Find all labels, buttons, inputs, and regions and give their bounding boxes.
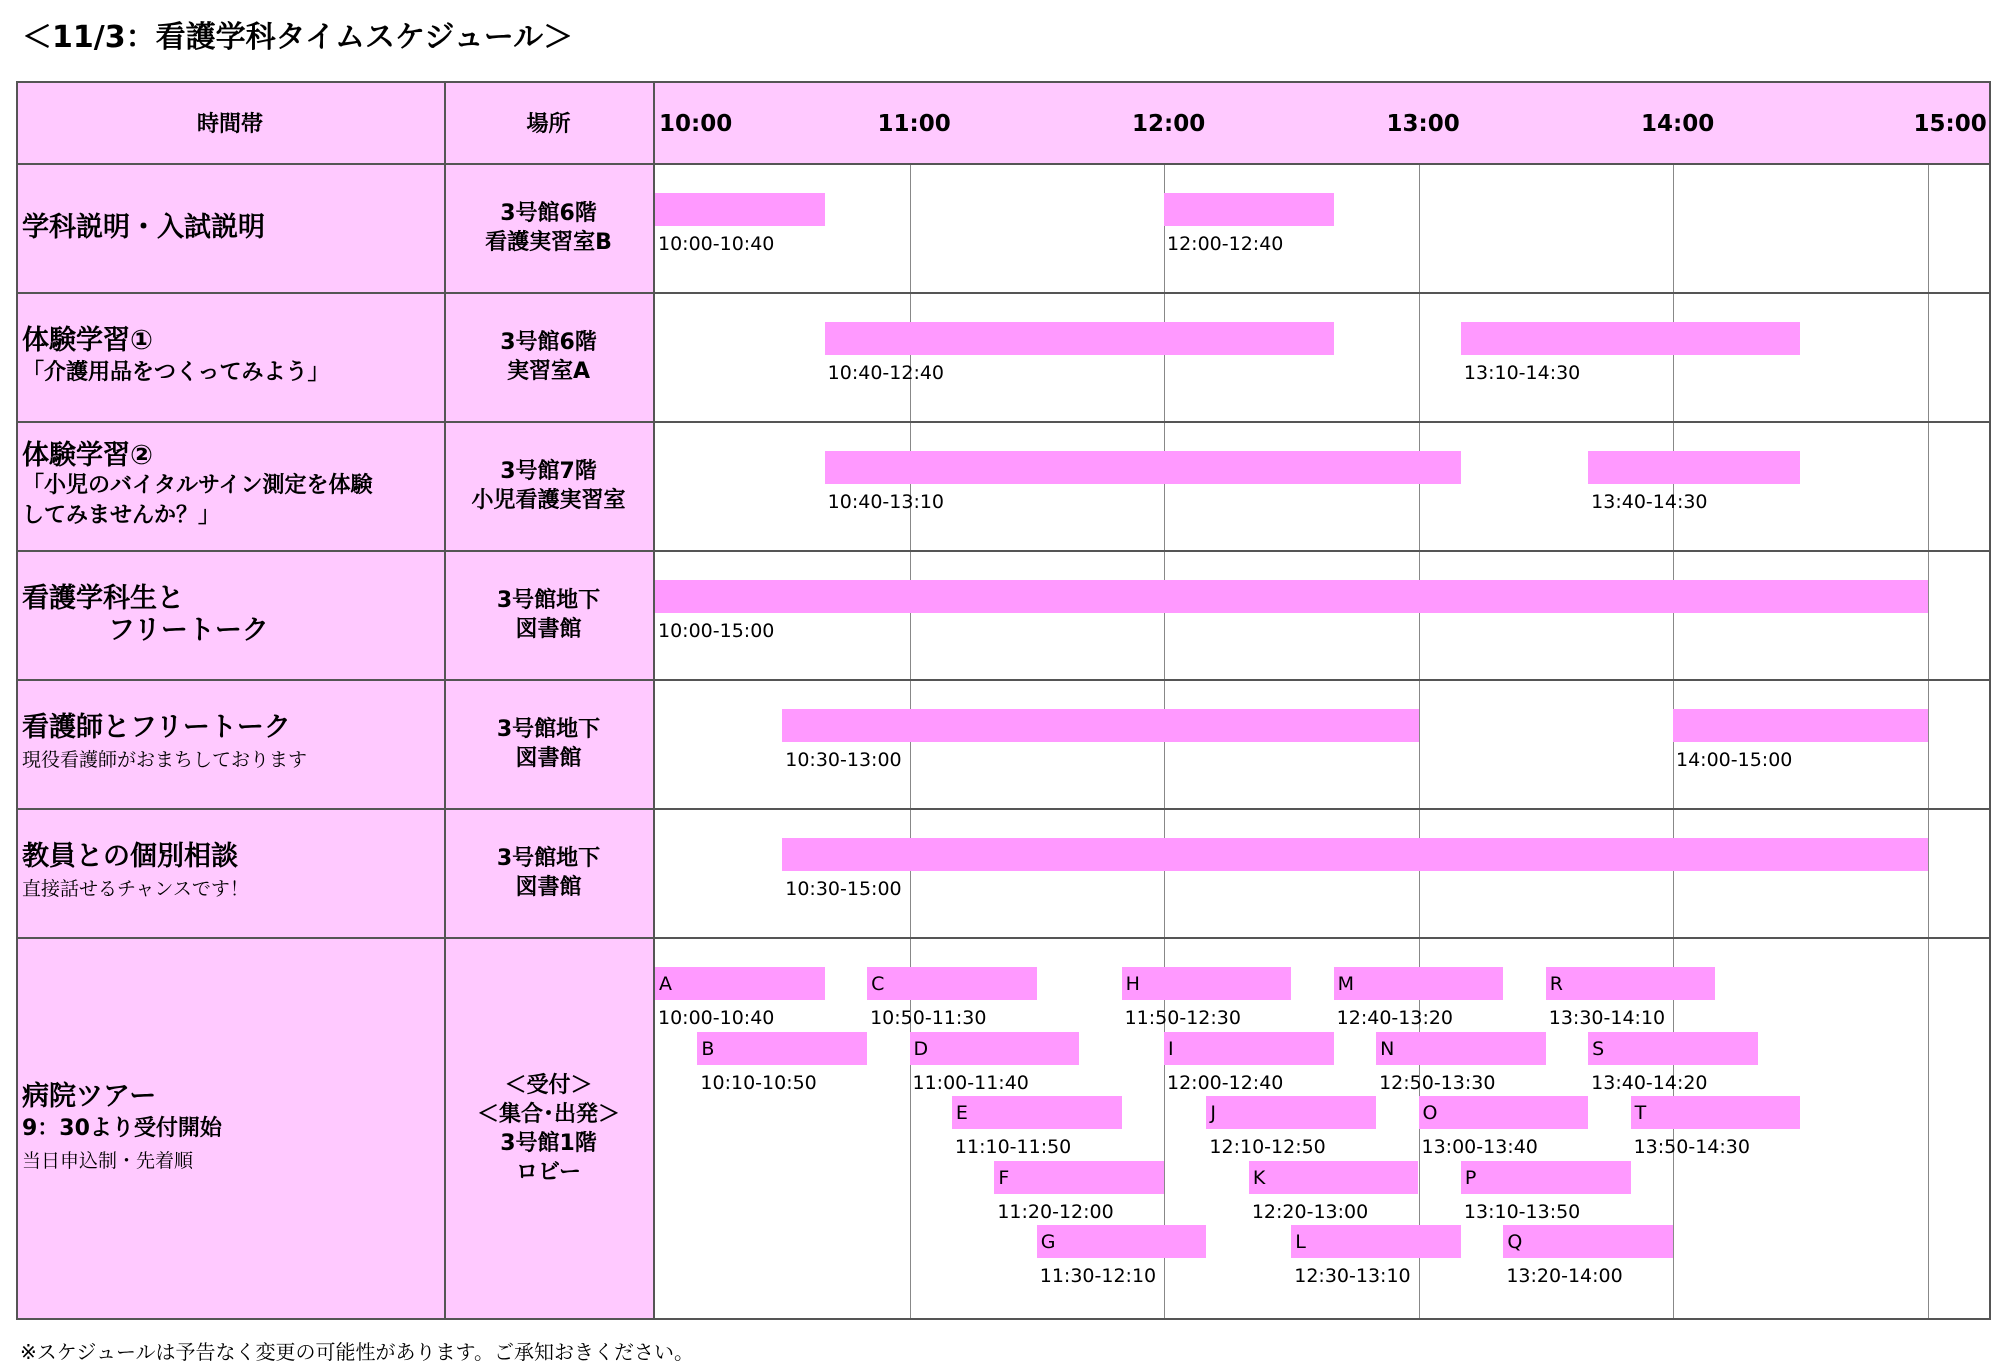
place-line: 図書館 — [515, 745, 582, 771]
row-label-line: 「介護用品をつくってみよう」 — [22, 359, 330, 385]
row-label — [22, 212, 265, 244]
row-label-line: してみませんか？」 — [22, 502, 221, 528]
tour-bar — [1249, 1161, 1419, 1194]
row-divider — [16, 81, 1991, 83]
session-bar — [1673, 709, 1928, 742]
time-range-label: 13:10-13:50 — [1463, 1200, 1581, 1223]
place-line: 3号館7階 — [500, 458, 597, 484]
place-cell — [444, 808, 653, 937]
tour-letter: K — [1252, 1166, 1266, 1189]
time-range-label: 10:30-13:00 — [785, 749, 902, 771]
row-label-line: 直接話せるチャンスです！ — [22, 877, 249, 900]
time-range-label: 10:00-10:40 — [658, 1007, 775, 1029]
time-range-label: 13:10-14:30 — [1463, 362, 1581, 384]
place-line: 小児看護実習室 — [471, 487, 626, 513]
row-label-line: 教員との個別相談 — [22, 840, 238, 872]
column-divider — [16, 81, 18, 1320]
tour-letter: A — [659, 973, 672, 995]
row-label-line: 病院ツアー — [22, 1081, 157, 1112]
place-cell — [444, 292, 653, 421]
tour-letter: Q — [1507, 1231, 1523, 1253]
time-range-label: 11:50-12:30 — [1124, 1007, 1241, 1029]
tour-letter: O — [1422, 1102, 1438, 1124]
row-label-line: 体験学習② — [22, 439, 153, 471]
place-line: 図書館 — [515, 616, 582, 642]
tour-letter: R — [1549, 973, 1563, 995]
session-bar — [825, 451, 1461, 484]
tour-bar — [1376, 1032, 1546, 1065]
time-range-label: 12:00-12:40 — [1167, 233, 1284, 255]
hour-label: 10:00 — [659, 111, 733, 137]
row-divider — [16, 292, 1991, 294]
tour-letter: B — [701, 1037, 715, 1060]
time-range-label: 13:30-14:10 — [1548, 1007, 1666, 1029]
place-line: 図書館 — [515, 874, 582, 900]
schedule-grid — [16, 81, 1991, 1320]
tour-bar — [697, 1032, 867, 1065]
place-line: 3号館地下 — [496, 716, 601, 742]
row-divider — [16, 421, 1991, 423]
session-bar — [782, 838, 1927, 871]
tour-bar — [1334, 967, 1504, 1000]
tour-bar — [1164, 1032, 1334, 1065]
time-range-label: 10:00-15:00 — [658, 620, 775, 642]
place-header: 場所 — [526, 111, 571, 137]
tour-letter: L — [1295, 1231, 1306, 1253]
time-range-label: 13:20-14:00 — [1506, 1265, 1623, 1287]
tour-letter: G — [1040, 1231, 1056, 1253]
time-range-label: 12:40-13:20 — [1336, 1007, 1454, 1029]
row-label — [22, 441, 372, 531]
time-range-label: 13:40-14:30 — [1591, 491, 1708, 513]
tour-bar — [1206, 1096, 1376, 1129]
tour-bar — [994, 1161, 1164, 1194]
column-divider — [1989, 81, 1991, 1320]
place-line: 3号館地下 — [496, 587, 601, 613]
time-range-label: 10:00-10:40 — [658, 233, 775, 255]
tour-letter: T — [1634, 1102, 1647, 1124]
place-cell — [444, 550, 653, 679]
tour-bar — [1037, 1225, 1207, 1258]
place-line: 3号館1階 — [500, 1131, 597, 1156]
hour-label: 12:00 — [1132, 111, 1206, 137]
tour-letter: P — [1464, 1166, 1477, 1189]
time-range-label: 10:40-13:10 — [827, 491, 945, 513]
row-divider — [16, 550, 1991, 552]
footer-note: ※スケジュールは予告なく変更の可能性があります。ご承知おきください。 — [20, 1340, 694, 1364]
time-range-label: 13:50-14:30 — [1633, 1136, 1750, 1158]
tour-letter: S — [1592, 1037, 1605, 1060]
hour-gridline — [1419, 163, 1420, 1320]
time-range-label: 10:50-11:30 — [870, 1007, 987, 1029]
row-label-line: 9：30より受付開始 — [22, 1116, 222, 1141]
place-line: 3号館6階 — [500, 329, 597, 355]
time-range-label: 12:00-12:40 — [1167, 1071, 1284, 1094]
hour-label: 15:00 — [1913, 111, 1987, 137]
column-divider — [444, 81, 446, 1320]
session-bar — [655, 193, 825, 226]
tour-letter: E — [955, 1102, 968, 1124]
row-divider — [16, 937, 1991, 939]
row-divider — [16, 163, 1991, 165]
tour-letter: H — [1125, 973, 1140, 995]
tour-letter: C — [871, 973, 885, 995]
row-label — [22, 1081, 222, 1177]
tour-bar — [910, 1032, 1080, 1065]
time-range-label: 12:30-13:10 — [1294, 1265, 1411, 1287]
session-bar — [1461, 322, 1800, 355]
row-label-line: 体験学習① — [22, 324, 153, 356]
time-range-label: 10:30-15:00 — [785, 878, 902, 900]
time-range-label: 11:20-12:00 — [997, 1200, 1114, 1223]
row-label-line: 当日申込制・先着順 — [22, 1150, 194, 1172]
hour-label: 11:00 — [877, 111, 951, 137]
place-line: 3号館地下 — [496, 845, 601, 871]
session-bar — [1164, 193, 1334, 226]
row-label — [22, 325, 330, 389]
time-range-label: 12:10-12:50 — [1209, 1136, 1326, 1158]
tour-letter: D — [913, 1037, 929, 1060]
place-line: 実習室A — [506, 358, 591, 384]
place-cell — [444, 163, 653, 292]
row-divider — [16, 808, 1991, 810]
time-range-label: 14:00-15:00 — [1676, 749, 1793, 771]
place-cell — [444, 421, 653, 550]
row-label — [22, 841, 249, 905]
tour-bar — [1419, 1096, 1589, 1129]
tour-letter: I — [1168, 1037, 1174, 1060]
session-bar — [1588, 451, 1800, 484]
place-line: ＜受付＞ — [504, 1073, 593, 1098]
time-range-label: 13:40-14:20 — [1591, 1071, 1708, 1094]
time-range-label: 12:20-13:00 — [1251, 1200, 1369, 1223]
session-bar — [655, 580, 1928, 613]
tour-bar — [1631, 1096, 1801, 1129]
tour-letter: N — [1380, 1037, 1395, 1060]
tour-bar — [1503, 1225, 1673, 1258]
tour-bar — [1291, 1225, 1461, 1258]
place-cell — [444, 937, 653, 1321]
time-range-label: 11:00-11:40 — [912, 1071, 1029, 1094]
tour-letter: J — [1210, 1102, 1217, 1124]
hour-label: 14:00 — [1641, 111, 1715, 137]
row-label-line: 看護師とフリートーク — [22, 711, 291, 743]
row-label-line: 看護学科生と — [22, 582, 184, 614]
place-line: ＜集合･出発＞ — [476, 1102, 620, 1127]
tour-bar — [1546, 967, 1716, 1000]
place-cell — [444, 679, 653, 808]
row-label-line: 現役看護師がおまちしております — [22, 748, 308, 771]
row-label — [22, 712, 307, 776]
row-label-line: 「小児のバイタルサイン測定を体験 — [22, 472, 373, 498]
tour-letter: M — [1337, 973, 1355, 995]
tour-letter: F — [998, 1166, 1010, 1189]
hour-label: 13:00 — [1386, 111, 1460, 137]
place-line: 3号館6階 — [500, 200, 597, 226]
tour-bar — [867, 967, 1037, 1000]
place-line: 看護実習室B — [485, 229, 612, 255]
tour-bar — [655, 967, 825, 1000]
session-bar — [825, 322, 1334, 355]
place-line: ロビー — [515, 1160, 582, 1185]
time-slot-header: 時間帯 — [196, 111, 263, 137]
hour-gridline — [1928, 163, 1929, 1320]
time-range-label: 13:00-13:40 — [1421, 1136, 1538, 1158]
tour-bar — [952, 1096, 1122, 1129]
time-range-label: 11:30-12:10 — [1039, 1265, 1157, 1287]
row-label-line: フリートーク — [108, 614, 269, 646]
row-label-line: 学科説明・入試説明 — [22, 211, 265, 243]
tour-bar — [1588, 1032, 1758, 1065]
column-divider — [653, 81, 655, 1320]
session-bar — [782, 709, 1418, 742]
time-range-label: 10:40-12:40 — [827, 362, 945, 384]
time-range-label: 10:10-10:50 — [700, 1071, 817, 1094]
tour-bar — [1122, 967, 1292, 1000]
time-range-label: 11:10-11:50 — [954, 1136, 1072, 1158]
row-label — [22, 583, 269, 647]
row-divider — [16, 679, 1991, 681]
row-divider — [16, 1318, 1991, 1320]
tour-bar — [1461, 1161, 1631, 1194]
time-range-label: 12:50-13:30 — [1379, 1071, 1496, 1094]
page-title: ＜11/3：看護学科タイムスケジュール＞ — [22, 20, 574, 55]
